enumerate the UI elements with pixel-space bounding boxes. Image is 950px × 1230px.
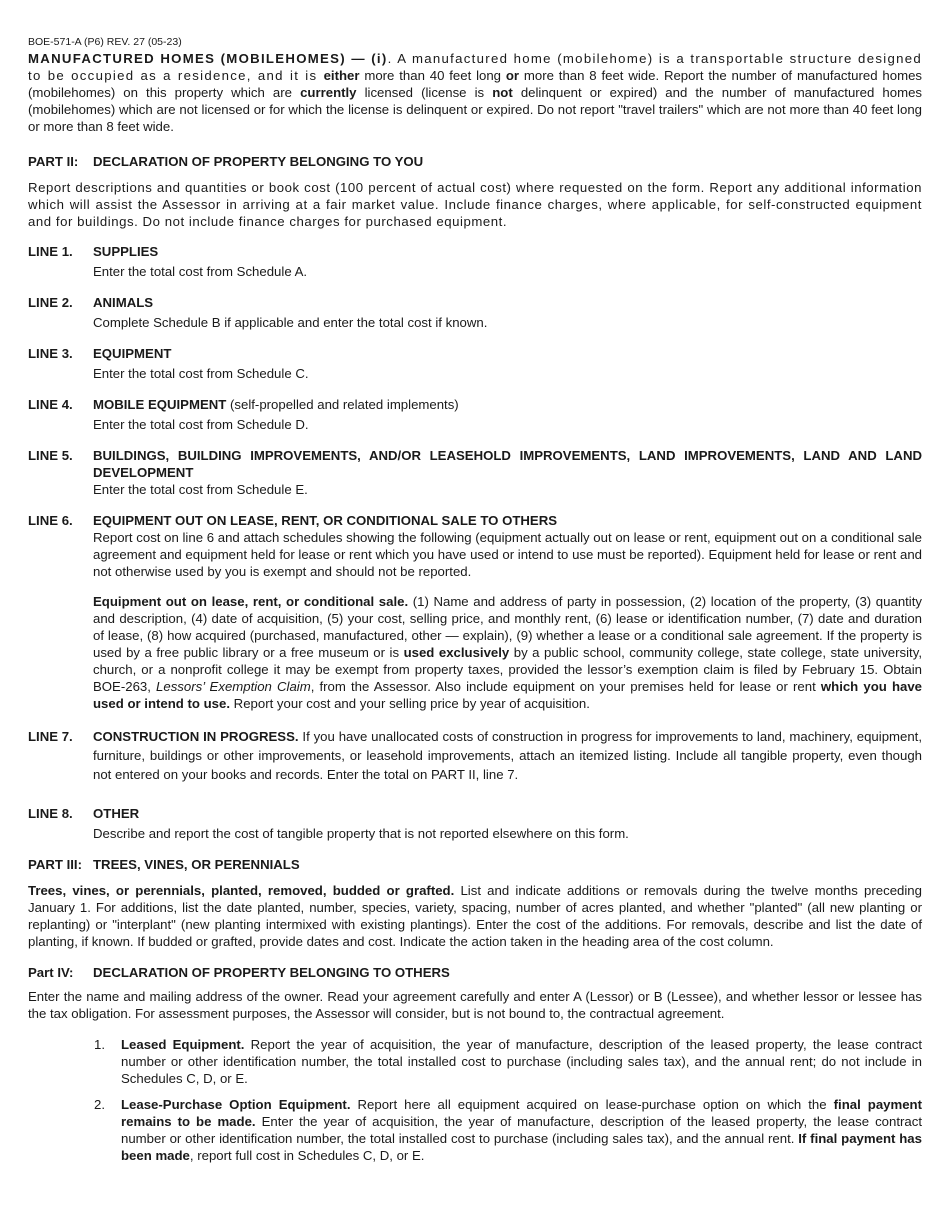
line-8-title: OTHER: [93, 806, 140, 821]
line-1-title: SUPPLIES: [93, 244, 159, 259]
line-7-text: CONSTRUCTION IN PROGRESS. If you have unallocated costs of construction in progress for improvements to land, machinery, equipment, furniture, buildings or other improvements, or leasehold improvements, attach an itemized listing. Include all tangible property, even though not entered on your books and records. Enter the total on PART II, line 7.: [93, 729, 923, 782]
part-4-text: Enter the name and mailing address of the owner. Read your agreement carefully and enter A (Lessor) or B (Lessee), and whether lessor or lessee has the tax obligation. For assessment purposes, the Assessor will consider, but is not bound to, the contractual agreement.: [28, 989, 922, 1021]
line-7: LINE 7. CONSTRUCTION IN PROGRESS. If you have unallocated costs of construction in progress for improvements to land, machinery, equipment, furniture, buildings or other improvements, or leasehold improvements, attach an itemized listing. Include all tangible property, even though not entered on your books and records. Enter the total on PART II, line 7.: [28, 729, 923, 782]
line-4-title: MOBILE EQUIPMENT (self-propelled and related implements): [93, 397, 459, 412]
line-3-text: Enter the total cost from Schedule C.: [93, 366, 309, 381]
part-2-text: Report descriptions and quantities or book cost (100 percent of actual cost) where requested on the form. Report any additional information which will assist the Assessor in arriving at a fair market value. Include finance charges, where applicable, for self-constructed equipment and for buildings. Do not include finance charges for purchased equipment.: [28, 180, 922, 229]
part-4-list: [94, 1036, 922, 1164]
part-3-heading: PART III: TREES, VINES, OR PERENNIALS: [28, 857, 300, 872]
line-4-text: Enter the total cost from Schedule D.: [93, 417, 309, 432]
line-2: LINE 2. ANIMALS Complete Schedule B if applicable and enter the total cost if known.: [28, 294, 922, 331]
line-8-text: Describe and report the cost of tangible property that is not reported elsewhere on this form.: [93, 826, 629, 841]
line-6-title: EQUIPMENT OUT ON LEASE, RENT, OR CONDITIONAL SALE TO OTHERS: [93, 513, 558, 528]
manufactured-homes-paragraph: MANUFACTURED HOMES (MOBILEHOMES) — (i). A manufactured home (mobilehome) is a transportable structure designed to be occupied as a residence, and it is either more than 40 feet long or more than 8 feet wide. Report the number of manufactured homes (mobilehomes) on this property which are currently licensed (license is not delinquent or expired) and the number of manufactured homes (mobilehomes) which are not licensed or for which the license is delinquent or expired. Do not report "travel trailers" which are not more than 40 feet long or more than 8 feet wide.: [28, 51, 923, 134]
line-5-title: BUILDINGS, BUILDING IMPROVEMENTS, AND/OR LEASEHOLD IMPROVEMENTS, LAND IMPROVEMENTS, LAND AND LAND DEVELOPMENT: [93, 448, 922, 480]
part-3-text: Trees, vines, or perennials, planted, removed, budded or grafted. List and indicate additions or removals during the twelve months preceding January 1. For additions, list the date planted, number, species, variety, spacing, number of acres planted, and whether "planted" (all new planting or replanting) or "interplant" (new planting intermixed with existing plantings). Enter the cost of the additions. For removals, describe and list the date of planting, if known. If budded or grafted, provide dates and cost. Indicate the action taken in the heading area of the cost column.: [28, 883, 922, 949]
line-6: LINE 6. EQUIPMENT OUT ON LEASE, RENT, OR CONDITIONAL SALE TO OTHERS Report cost on line 6 and attach schedules showing the following (equipment actually out on lease or rent, equipment out on a conditional sale agreement and equipment held for lease or rent which you have used or intend to use must be reported). Equipment held for lease or rent and not otherwise used by you is exempt and should not be reported. Equipment out on lease, rent, or conditional sale. (1) Name and address of party in possession, (2) location of the property, (3) quantity and description, (4) date of acquisition, (5) your cost, selling price, and monthly rent, (6) lease or identification number, (7) date and duration of lease, (8) how acquired (purchased, manufactured, other — explain), (9) whether a lease or a conditional sale agreement. If the property is used by a free public library or a free museum or is used exclusively by a public school, community college, state college, state university, church, or a nonprofit college it may be exempt from property taxes, provided the lessor’s exemption claim is filed by February 15. Obtain BOE-263, Lessors’ Exemption Claim, from the Assessor. Also include equipment on your premises held for lease or rent which you have used or intend to use. Report your cost and your selling price by year of acquisition.: [28, 513, 923, 711]
list-item-lease-purchase-option: 2. Lease-Purchase Option Equipment. Report here all equipment acquired on lease-purchase option on which the final payment remains to be made. Enter the year of acquisition, the year of manufacture, description of the leased property, the lease contract number or other identification number, the total installed cost to purchase (including sales tax), and the annual rent. If final payment has been made, report full cost in Schedules C, D, or E.: [94, 1097, 923, 1163]
line-4: LINE 4. MOBILE EQUIPMENT (self-propelled and related implements) Enter the total cost from Schedule D.: [28, 396, 922, 433]
line-5-text: Enter the total cost from Schedule E.: [93, 482, 308, 497]
line-6-text: Report cost on line 6 and attach schedules showing the following (equipment actually out on lease or rent, equipment out on a conditional sale agreement and equipment held for lease or rent which you have used or intend to use must be reported). Equipment held for lease or rent and not otherwise used by you is exempt and should not be reported.: [93, 530, 922, 579]
line-8: LINE 8. OTHER Describe and report the cost of tangible property that is not reported elsewhere on this form.: [28, 805, 922, 842]
line-2-title: ANIMALS: [93, 295, 154, 310]
manufactured-homes-heading: MANUFACTURED HOMES (MOBILEHOMES) — (i): [28, 51, 388, 66]
line-2-text: Complete Schedule B if applicable and enter the total cost if known.: [93, 315, 488, 330]
part-2-heading: PART II: DECLARATION OF PROPERTY BELONGING TO YOU: [28, 154, 424, 169]
list-item-leased-equipment: 1. Leased Equipment. Report the year of acquisition, the year of manufacture, description of the leased property, the lease contract number or other identification number, the total installed cost to purchase (including sales tax), and the annual rent; do not include in Schedules C, D, or E.: [94, 1037, 922, 1086]
line-3: LINE 3. EQUIPMENT Enter the total cost from Schedule C.: [28, 345, 922, 382]
line-1: LINE 1. SUPPLIES Enter the total cost from Schedule A.: [28, 243, 922, 280]
part-4-heading: Part IV: DECLARATION OF PROPERTY BELONGING TO OTHERS: [28, 965, 450, 980]
line-6-conditional-sale-text: Equipment out on lease, rent, or conditional sale. (1) Name and address of party in possession, (2) location of the property, (3) quantity and description, (4) date of acquisition, (5) your cost, selling price, and monthly rent, (6) lease or identification number, (7) date and duration of lease, (8) how acquired (purchased, manufactured, other — explain), (9) whether a lease or a conditional sale agreement. If the property is used by a free public library or a free museum or is used exclusively by a public school, community college, state college, state university, church, or a nonprofit college it may be exempt from property taxes, provided the lessor’s exemption claim is filed by February 15. Obtain BOE-263, Lessors’ Exemption Claim, from the Assessor. Also include equipment on your premises held for lease or rent which you have used or intend to use. Report your cost and your selling price by year of acquisition.: [93, 594, 923, 711]
line-5: LINE 5. BUILDINGS, BUILDING IMPROVEMENTS, AND/OR LEASEHOLD IMPROVEMENTS, LAND IMPROVEMENTS, LAND AND LAND DEVELOPMENT Enter the total cost from Schedule E.: [28, 448, 922, 497]
line-3-title: EQUIPMENT: [93, 346, 172, 361]
line-1-text: Enter the total cost from Schedule A.: [93, 264, 308, 279]
form-number: BOE-571-A (P6) REV. 27 (05-23): [28, 36, 182, 48]
